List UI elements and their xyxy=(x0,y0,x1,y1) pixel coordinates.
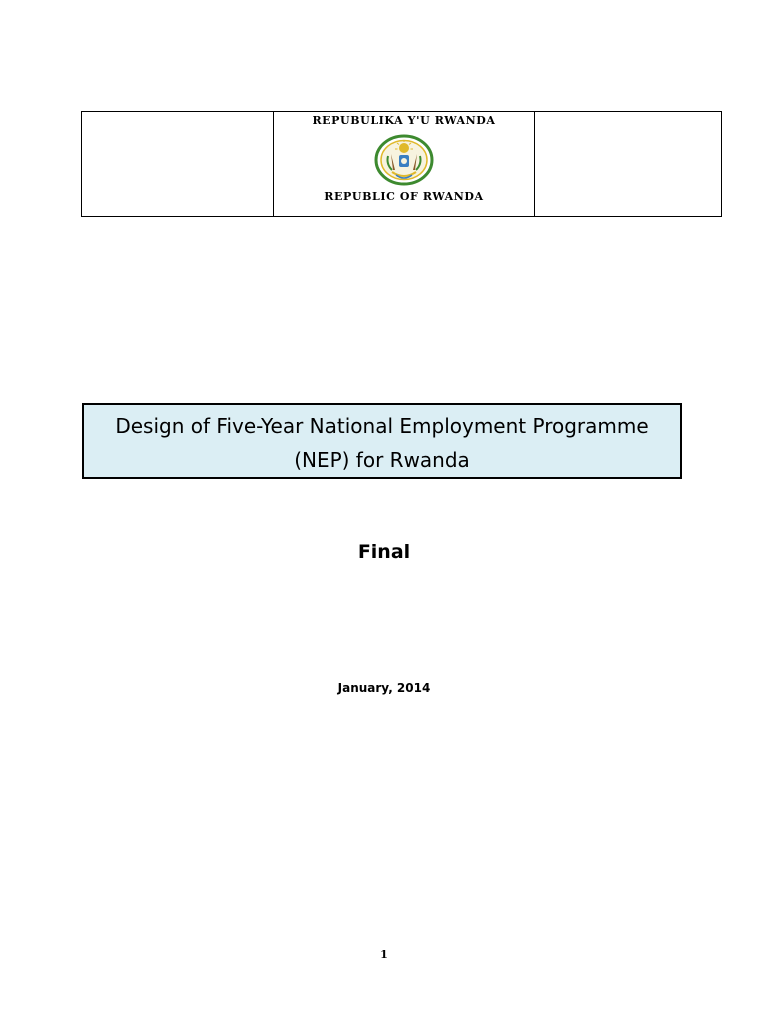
header-right-cell xyxy=(535,112,722,217)
header-center-cell xyxy=(274,112,535,217)
document-status: Final xyxy=(357,541,411,563)
document-title-box xyxy=(82,403,682,479)
republic-english-text: REPUBLIC OF RWANDA xyxy=(324,190,484,203)
page-number: 1 xyxy=(380,948,388,961)
header-left-cell xyxy=(82,112,274,217)
header-table xyxy=(81,111,722,217)
document-title-line1: Design of Five-Year National Employment Programme xyxy=(115,414,649,438)
document-title-line2: (NEP) for Rwanda xyxy=(294,448,470,472)
document-date: January, 2014 xyxy=(337,681,431,695)
rwanda-coat-of-arms-icon xyxy=(374,134,434,186)
republic-kinyarwanda-text: REPUBULIKA Y'U RWANDA xyxy=(312,114,496,127)
